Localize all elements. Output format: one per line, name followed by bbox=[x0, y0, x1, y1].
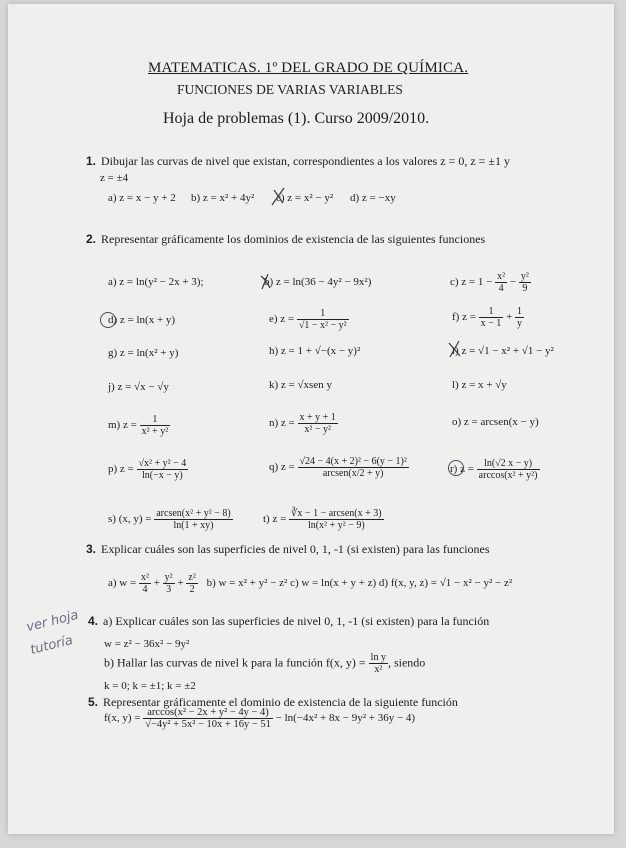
course-title: MATEMATICAS. 1º DEL GRADO DE QUÍMICA. bbox=[148, 60, 469, 76]
topic-title: FUNCIONES DE VARIAS VARIABLES bbox=[177, 82, 403, 97]
q4-number: 4. bbox=[88, 614, 99, 628]
q3-number: 3. bbox=[86, 542, 97, 556]
q2-item-c: c) z = 1 − $\frac{\text{x²}}{4}$ − $\frac{\text{y²}}{9}$ bbox=[450, 271, 529, 294]
q2-item-e: e) z = $\frac{1}{\text{√1 − x² − y²}}$ bbox=[269, 308, 347, 331]
q2-item-k: k) z = √xsen y bbox=[269, 379, 332, 391]
q2-item-s: s) (x, y) = $\frac{\text{arcsen(x² + y² − 8)}}{\ln(1 + xy)}$ bbox=[108, 508, 231, 531]
q4-text-a: a) Explicar cuáles son las superficies de nivel 0, 1, -1 (si existen) para la función bbox=[103, 614, 490, 628]
q2-item-j: j) z = √x − √y bbox=[108, 381, 169, 393]
q5-formula: f(x, y) = $\frac{\text{arccos(x² − 2x + y² − 4y − 4)}}{\text{√−4y² + 5x² − 10x + 16y − 51}}$ − ln(−4x² + 8x − 9y² + 36y − 4) bbox=[104, 707, 416, 730]
pen-mark-q2i bbox=[449, 341, 460, 357]
q1-text: Dibujar las curvas de nivel que existan, correspondientes a los valores z = 0, z = ±1 y bbox=[101, 154, 511, 168]
q4-k-values: k = 0; k = ±1; k = ±2 bbox=[104, 680, 196, 692]
q2-text: Representar gráficamente los dominios de existencia de las siguientes funciones bbox=[101, 232, 486, 246]
q2-item-b: b) z = ln(36 − 4y² − 9x²) bbox=[264, 276, 372, 288]
q2-item-p: p) z = $\frac{\text{√x² + y² − 4}}{\ln(-x - y)}$ bbox=[108, 458, 187, 481]
q2-item-o: o) z = arcsen(x − y) bbox=[452, 416, 539, 428]
handwritten-note-line2: tutoría bbox=[28, 632, 75, 659]
q2-item-f: f) z = $\frac{1}{x - 1}$ + $\frac{1}{y}$ bbox=[452, 306, 523, 329]
pen-mark-q1c bbox=[272, 188, 284, 205]
q2-item-l: l) z = x + √y bbox=[452, 379, 507, 391]
q2-item-a: a) z = ln(y² − 2x + 3); bbox=[108, 276, 204, 288]
q2-item-t: t) z = $\frac{\text{∛x − 1 − arcsen(x + 3)}}{\text{ln(x² + y² − 9)}}$ bbox=[263, 508, 382, 531]
q2-item-n: n) z = $\frac{x + y + 1}{\text{x² − y²}}$ bbox=[269, 412, 336, 435]
q2-item-m: m) z = $\frac{1}{\text{x² + y²}}$ bbox=[108, 414, 169, 437]
q2-item-d: d) z = ln(x + y) bbox=[108, 314, 176, 326]
q1-text-2: z = ±4 bbox=[100, 172, 129, 184]
q2-item-q: q) z = $\frac{\text{√24 − 4(x + 2)² − 6(y − 1)²}}{\text{arcsen(x/2 + y)}}$ bbox=[269, 456, 407, 479]
q1-item-b: b) z = x² + 4y² bbox=[191, 192, 255, 204]
q2-item-h: h) z = 1 + √−(x − y)² bbox=[269, 345, 361, 357]
q2-item-i: i) z = √1 − x² + √1 − y² bbox=[452, 345, 554, 357]
q4-w: w = z² − 36x² − 9y² bbox=[104, 638, 190, 650]
q1-number: 1. bbox=[86, 154, 97, 168]
q2-number: 2. bbox=[86, 232, 97, 246]
handwritten-note-line1: ver hoja bbox=[24, 607, 80, 636]
q5-number: 5. bbox=[88, 695, 99, 709]
q3-items: a) w = $\frac{\text{x²}}{4}$ + $\frac{\text{y²}}{3}$ + $\frac{\text{z²}}{2}$ b) w = x² + y² − z² c) w = ln(x + y + z) d) f(x, y, z) = √1 − x² − y² − z² bbox=[108, 572, 513, 595]
q3-text: Explicar cuáles son las superficies de nivel 0, 1, -1 (si existen) para las funciones bbox=[101, 542, 490, 556]
pen-mark-q2b bbox=[261, 274, 270, 289]
q1-item-d: d) z = −xy bbox=[350, 192, 396, 204]
q2-item-r: r) z = $\frac{\ln(√2 x - y)}{\text{arccos(x² + y²)}}$ bbox=[450, 458, 538, 481]
q5-text: Representar gráficamente el dominio de existencia de la siguiente función bbox=[103, 695, 458, 709]
q1-item-c: c) z = x² − y² bbox=[276, 192, 334, 204]
q2-item-g: g) z = ln(x² + y) bbox=[108, 347, 179, 359]
sheet-title: Hoja de problemas (1). Curso 2009/2010. bbox=[163, 110, 430, 127]
q1-item-a: a) z = x − y + 2 bbox=[108, 192, 176, 204]
q4-text-b: b) Hallar las curvas de nivel k para la función f(x, y) = $\frac{\text{ln y}}{\text{x²}}$ , siendo bbox=[104, 652, 426, 675]
